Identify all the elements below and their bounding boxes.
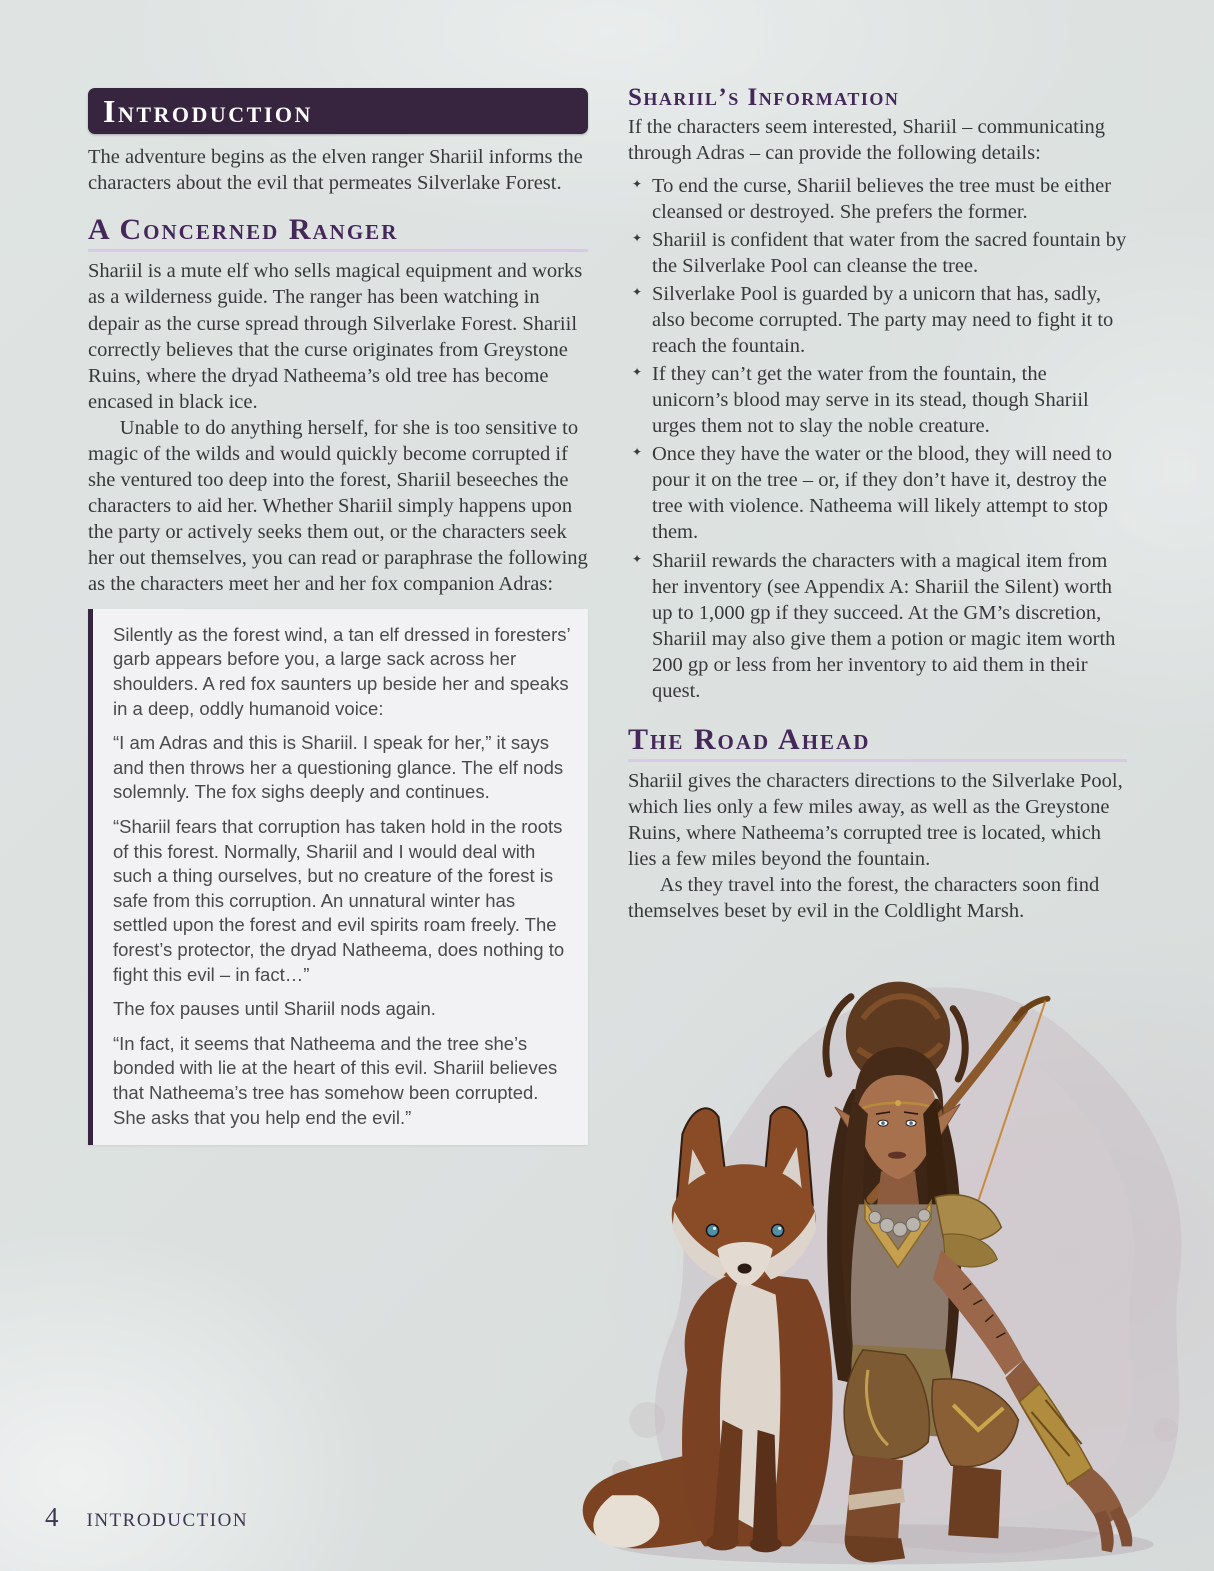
fox-companion-figure xyxy=(583,1107,833,1552)
bullet-item xyxy=(628,281,1127,359)
diamond-bullet-icon: ✦ xyxy=(632,551,643,566)
paragraph: As they travel into the forest, the characters soon find themselves beset by evil in the Coldlight Marsh. xyxy=(628,874,1100,923)
diamond-bullet-icon: ✦ xyxy=(632,285,643,300)
info-bullet-list xyxy=(628,173,1127,704)
diamond-bullet-icon: ✦ xyxy=(632,445,643,460)
left-column xyxy=(88,88,588,1145)
bullet-item xyxy=(628,227,1127,279)
read-aloud-box xyxy=(88,609,588,1145)
page-footer xyxy=(45,1502,248,1533)
page-number: 4 xyxy=(45,1502,59,1532)
bullet-text: Silverlake Pool is guarded by a unicorn that has, sadly, also become corrupted. The party may need to fight it to reach the fountain. xyxy=(652,283,1114,358)
bullet-item xyxy=(628,441,1127,545)
heading-the-road-ahead: The Road Ahead xyxy=(628,724,1127,762)
bullet-item xyxy=(628,361,1127,439)
bullet-text: Shariil rewards the characters with a magical item from her inventory (see Appendix A: Shariil the Silent) worth up to 1,000 gp if they succeed. At the GM’s discretion, Shariil may also give them a potion or magic item worth 200 gp or less from her inventory to aid them in their quest. xyxy=(652,549,1116,702)
diamond-bullet-icon: ✦ xyxy=(632,231,643,246)
bullet-item xyxy=(628,173,1127,225)
heading-a-concerned-ranger: A Concerned Ranger xyxy=(88,214,588,252)
intro-paragraph: The adventure begins as the elven ranger Shariil informs the characters about the evil that permeates Silverlake Forest. xyxy=(88,146,583,195)
fox-nose xyxy=(738,1264,752,1274)
read-aloud-paragraph: Silently as the forest wind, a tan elf dressed in foresters’ garb appears before you, a large sack across her shoulders. A red fox saunters up beside her and speaks in a deep, oddly humanoid voice: xyxy=(113,623,570,719)
heading-shariils-information: Shariil’s Information xyxy=(628,84,900,111)
paragraph: Unable to do anything herself, for she is too sensitive to magic of the wilds and would quickly become corrupted if she ventured too deep into the forest, Shariil beseeches the characters to aid her. Whether Shariil simply happens upon the party or actively seeks them out, or the characters seek her out themselves, you can read or paraphrase the following as the characters meet her and her fox companion Adras: xyxy=(88,416,588,595)
footer-section-label: INTRODUCTION xyxy=(86,1510,249,1531)
paragraph: If the characters seem interested, Shariil – communicating through Adras – can provide the following details: xyxy=(628,116,1106,165)
read-aloud-paragraph: “In fact, it seems that Natheema and the tree she’s bonded with lie at the heart of this evil. Shariil believes that Natheema’s tree has somehow been corrupted. She asks that you help end the evil.” xyxy=(113,1032,558,1128)
right-column xyxy=(628,84,1127,924)
illustration-shariil-and-adras xyxy=(552,948,1214,1571)
read-aloud-paragraph: “I am Adras and this is Shariil. I speak for her,” it says and then throws her a questioning glance. The elf nods solemnly. The fox sighs deeply and continues. xyxy=(113,732,564,803)
read-aloud-paragraph: “Shariil fears that corruption has taken hold in the roots of this forest. Normally, Shariil and I would deal with such a thing ourselves, but no creature of the forest is safe from this corruption. An unnatural winter has settled upon the forest and evil spirits roam freely. The forest’s protector, the dryad Natheema, does nothing to fight this evil – in fact…” xyxy=(113,816,565,985)
fox-eye-right xyxy=(772,1224,784,1236)
read-aloud-paragraph: The fox pauses until Shariil nods again. xyxy=(113,998,436,1020)
bullet-text: Shariil is confident that water from the sacred fountain by the Silverlake Pool can cleanse the tree. xyxy=(652,229,1127,278)
bullet-text: Once they have the water or the blood, they will need to pour it on the tree – or, if they don’t have it, destroy the tree with violence. Natheema will likely attempt to stop them. xyxy=(652,443,1112,544)
diamond-bullet-icon: ✦ xyxy=(632,365,643,380)
paragraph: Shariil gives the characters directions to the Silverlake Pool, which lies only a few miles away, as well as the Greystone Ruins, where Natheema’s corrupted tree is located, which lies a few miles beyond the fountain. xyxy=(628,770,1123,871)
bullet-text: If they can’t get the water from the fountain, the unicorn’s blood may serve in its stead, though Shariil urges them not to slay the noble creature. xyxy=(652,363,1089,438)
fox-eye-left xyxy=(706,1224,718,1236)
paragraph: Shariil is a mute elf who sells magical equipment and works as a wilderness guide. The ranger has been watching in depair as the curse spread through Silverlake Forest. Shariil correctly believes that the curse originates from Greystone Ruins, where the dryad Natheema’s old tree has become encased in black ice. xyxy=(88,260,583,413)
introduction-banner xyxy=(88,88,588,134)
bullet-item xyxy=(628,548,1127,704)
bullet-text: To end the curse, Shariil believes the tree must be either cleansed or destroyed. She prefers the former. xyxy=(652,175,1112,224)
diamond-bullet-icon: ✦ xyxy=(632,177,643,192)
banner-title: Introduction xyxy=(103,93,313,129)
